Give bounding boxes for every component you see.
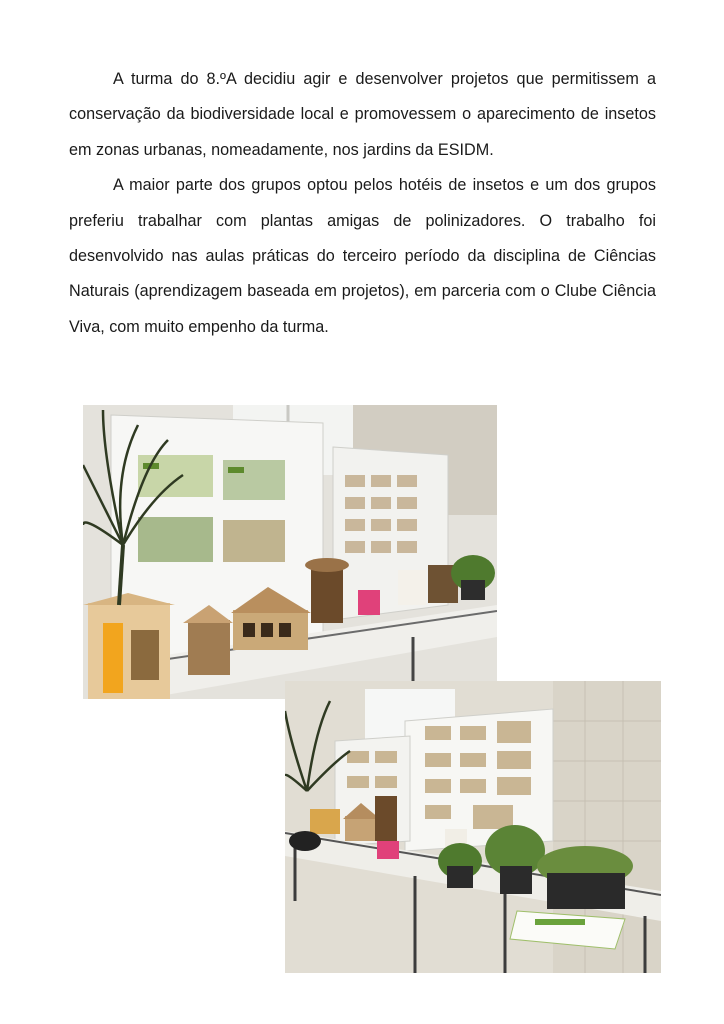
article-text xyxy=(69,62,656,345)
paragraph-1: A turma do 8.ºA decidiu agir e desenvolver projetos que permitissem a conservação da biodiversidade local e promovessem o aparecimento de insetos em zonas urbanas, nomeadamente, nos jardins da ESIDM. xyxy=(69,70,656,159)
paragraph-2: A maior parte dos grupos optou pelos hotéis de insetos e um dos grupos preferiu trabalhar com plantas amigas de polinizadores. O trabalho foi desenvolvido nas aulas práticas do terceiro período da disciplina de Ciências Naturais (aprendizagem baseada em projetos), em parceria com o Clube Ciência Viva, com muito empenho da turma. xyxy=(69,176,656,336)
exhibition-photo-2 xyxy=(285,681,661,973)
exhibition-photo-1 xyxy=(83,405,497,699)
